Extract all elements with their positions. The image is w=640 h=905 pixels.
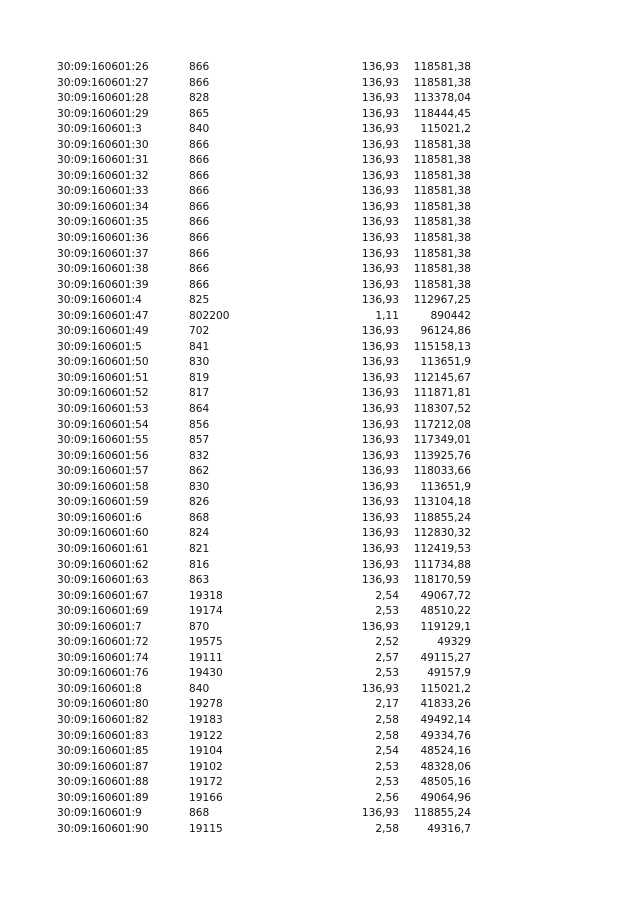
table-row: [0, 511, 640, 527]
value-cell: 49064,96: [420, 791, 471, 804]
area-cell: 817: [189, 387, 210, 400]
rate-cell: 136,93: [361, 682, 399, 695]
rate-cell: 136,93: [361, 107, 399, 120]
data-table: [0, 60, 640, 837]
rate-cell: 136,93: [361, 403, 399, 416]
table-row: [0, 107, 640, 123]
area-cell: 840: [189, 123, 210, 136]
cadastral-number-cell: 30:09:160601:33: [57, 185, 149, 198]
area-cell: 866: [189, 200, 210, 213]
value-cell: 118581,38: [413, 232, 471, 245]
area-cell: 868: [189, 807, 210, 820]
value-cell: 890442: [430, 309, 471, 322]
cadastral-number-cell: 30:09:160601:54: [57, 418, 149, 431]
rate-cell: 136,93: [361, 216, 399, 229]
area-cell: 19122: [189, 729, 223, 742]
cadastral-number-cell: 30:09:160601:60: [57, 527, 149, 540]
value-cell: 118033,66: [413, 465, 471, 478]
area-cell: 866: [189, 232, 210, 245]
rate-cell: 136,93: [361, 325, 399, 338]
cadastral-number-cell: 30:09:160601:32: [57, 169, 149, 182]
area-cell: 816: [189, 558, 210, 571]
value-cell: 49115,27: [420, 651, 471, 664]
table-row: [0, 340, 640, 356]
table-row: [0, 806, 640, 822]
table-row: [0, 589, 640, 605]
cadastral-number-cell: 30:09:160601:50: [57, 356, 149, 369]
rate-cell: 136,93: [361, 558, 399, 571]
area-cell: 866: [189, 247, 210, 260]
rate-cell: 136,93: [361, 76, 399, 89]
value-cell: 118581,38: [413, 263, 471, 276]
table-row: [0, 91, 640, 107]
table-row: [0, 60, 640, 76]
value-cell: 118581,38: [413, 169, 471, 182]
cadastral-number-cell: 30:09:160601:52: [57, 387, 149, 400]
value-cell: 111734,88: [413, 558, 471, 571]
cadastral-number-cell: 30:09:160601:89: [57, 791, 149, 804]
cadastral-number-cell: 30:09:160601:28: [57, 92, 149, 105]
rate-cell: 2,53: [375, 776, 399, 789]
cadastral-number-cell: 30:09:160601:56: [57, 449, 149, 462]
value-cell: 113651,9: [420, 480, 471, 493]
area-cell: 19115: [189, 822, 223, 835]
value-cell: 41833,26: [420, 698, 471, 711]
cadastral-number-cell: 30:09:160601:57: [57, 465, 149, 478]
rate-cell: 2,54: [375, 589, 399, 602]
rate-cell: 2,57: [375, 651, 399, 664]
area-cell: 19278: [189, 698, 223, 711]
value-cell: 48510,22: [420, 605, 471, 618]
rate-cell: 136,93: [361, 61, 399, 73]
cadastral-number-cell: 30:09:160601:31: [57, 154, 149, 167]
value-cell: 48328,06: [420, 760, 471, 773]
rate-cell: 136,93: [361, 169, 399, 182]
table-row: [0, 418, 640, 434]
value-cell: 118581,38: [413, 247, 471, 260]
area-cell: 870: [189, 620, 210, 633]
area-cell: 19166: [189, 791, 223, 804]
cadastral-number-cell: 30:09:160601:37: [57, 247, 149, 260]
area-cell: 824: [189, 527, 210, 540]
table-row: [0, 760, 640, 776]
area-cell: 19575: [189, 636, 223, 649]
cadastral-number-cell: 30:09:160601:90: [57, 822, 149, 835]
area-cell: 19430: [189, 667, 223, 680]
cadastral-number-cell: 30:09:160601:26: [57, 61, 149, 73]
rate-cell: 2,17: [375, 698, 399, 711]
cadastral-number-cell: 30:09:160601:82: [57, 713, 149, 726]
value-cell: 118581,38: [413, 76, 471, 89]
rate-cell: 136,93: [361, 185, 399, 198]
cadastral-number-cell: 30:09:160601:55: [57, 434, 149, 447]
cadastral-number-cell: 30:09:160601:72: [57, 636, 149, 649]
value-cell: 118581,38: [413, 185, 471, 198]
table-row: [0, 386, 640, 402]
area-cell: 863: [189, 574, 210, 587]
rate-cell: 2,53: [375, 760, 399, 773]
area-cell: 825: [189, 294, 210, 307]
value-cell: 118444,45: [413, 107, 471, 120]
value-cell: 49067,72: [420, 589, 471, 602]
cadastral-number-cell: 30:09:160601:6: [57, 511, 142, 524]
table-row: [0, 651, 640, 667]
cadastral-number-cell: 30:09:160601:76: [57, 667, 149, 680]
value-cell: 49316,7: [427, 822, 471, 835]
area-cell: 828: [189, 92, 210, 105]
table-row: [0, 480, 640, 496]
cadastral-number-cell: 30:09:160601:47: [57, 309, 149, 322]
cadastral-number-cell: 30:09:160601:35: [57, 216, 149, 229]
area-cell: 840: [189, 682, 210, 695]
table-row: [0, 247, 640, 263]
value-cell: 49157,9: [427, 667, 471, 680]
area-cell: 821: [189, 542, 210, 555]
cadastral-number-cell: 30:09:160601:51: [57, 371, 149, 384]
area-cell: 19318: [189, 589, 223, 602]
rate-cell: 2,53: [375, 605, 399, 618]
rate-cell: 2,52: [375, 636, 399, 649]
rate-cell: 2,58: [375, 713, 399, 726]
area-cell: 866: [189, 169, 210, 182]
table-row: [0, 791, 640, 807]
table-row: [0, 697, 640, 713]
table-row: [0, 293, 640, 309]
rate-cell: 136,93: [361, 542, 399, 555]
rate-cell: 136,93: [361, 449, 399, 462]
rate-cell: 2,58: [375, 822, 399, 835]
rate-cell: 136,93: [361, 92, 399, 105]
value-cell: 118581,38: [413, 200, 471, 213]
area-cell: 856: [189, 418, 210, 431]
value-cell: 118307,52: [413, 403, 471, 416]
table-row: [0, 495, 640, 511]
rate-cell: 136,93: [361, 465, 399, 478]
table-row: [0, 526, 640, 542]
table-row: [0, 558, 640, 574]
table-row: [0, 729, 640, 745]
area-cell: 866: [189, 61, 210, 73]
area-cell: 802200: [189, 309, 230, 322]
area-cell: 830: [189, 356, 210, 369]
rate-cell: 136,93: [361, 340, 399, 353]
table-row: [0, 184, 640, 200]
rate-cell: 136,93: [361, 356, 399, 369]
area-cell: 832: [189, 449, 210, 462]
cadastral-number-cell: 30:09:160601:9: [57, 807, 142, 820]
cadastral-number-cell: 30:09:160601:67: [57, 589, 149, 602]
area-cell: 864: [189, 403, 210, 416]
rate-cell: 136,93: [361, 294, 399, 307]
value-cell: 113925,76: [413, 449, 471, 462]
table-row: [0, 122, 640, 138]
value-cell: 112967,25: [413, 294, 471, 307]
cadastral-number-cell: 30:09:160601:83: [57, 729, 149, 742]
table-row: [0, 542, 640, 558]
rate-cell: 136,93: [361, 480, 399, 493]
area-cell: 19104: [189, 745, 223, 758]
table-row: [0, 262, 640, 278]
area-cell: 19111: [189, 651, 223, 664]
area-cell: 866: [189, 278, 210, 291]
rate-cell: 136,93: [361, 527, 399, 540]
cadastral-number-cell: 30:09:160601:36: [57, 232, 149, 245]
value-cell: 49329: [437, 636, 471, 649]
cadastral-number-cell: 30:09:160601:80: [57, 698, 149, 711]
cadastral-number-cell: 30:09:160601:38: [57, 263, 149, 276]
value-cell: 118855,24: [413, 807, 471, 820]
area-cell: 866: [189, 185, 210, 198]
table-row: [0, 433, 640, 449]
table-row: [0, 822, 640, 838]
cadastral-number-cell: 30:09:160601:34: [57, 200, 149, 213]
cadastral-number-cell: 30:09:160601:69: [57, 605, 149, 618]
value-cell: 118581,38: [413, 278, 471, 291]
rate-cell: 136,93: [361, 263, 399, 276]
value-cell: 96124,86: [420, 325, 471, 338]
cadastral-number-cell: 30:09:160601:59: [57, 496, 149, 509]
rate-cell: 136,93: [361, 138, 399, 151]
value-cell: 115158,13: [413, 340, 471, 353]
rate-cell: 136,93: [361, 511, 399, 524]
cadastral-number-cell: 30:09:160601:53: [57, 403, 149, 416]
rate-cell: 136,93: [361, 278, 399, 291]
table-row: [0, 635, 640, 651]
area-cell: 702: [189, 325, 210, 338]
rate-cell: 1,11: [375, 309, 399, 322]
cadastral-number-cell: 30:09:160601:58: [57, 480, 149, 493]
table-row: [0, 169, 640, 185]
area-cell: 865: [189, 107, 210, 120]
table-row: [0, 215, 640, 231]
table-row: [0, 713, 640, 729]
area-cell: 19102: [189, 760, 223, 773]
value-cell: 118855,24: [413, 511, 471, 524]
table-row: [0, 682, 640, 698]
rate-cell: 2,58: [375, 729, 399, 742]
value-cell: 115021,2: [420, 123, 471, 136]
table-row: [0, 775, 640, 791]
value-cell: 112830,32: [413, 527, 471, 540]
area-cell: 862: [189, 465, 210, 478]
table-row: [0, 278, 640, 294]
table-row: [0, 200, 640, 216]
cadastral-number-cell: 30:09:160601:62: [57, 558, 149, 571]
value-cell: 117349,01: [413, 434, 471, 447]
value-cell: 48505,16: [420, 776, 471, 789]
area-cell: 19172: [189, 776, 223, 789]
table-row: [0, 76, 640, 92]
table-row: [0, 355, 640, 371]
value-cell: 111871,81: [413, 387, 471, 400]
area-cell: 866: [189, 76, 210, 89]
table-row: [0, 309, 640, 325]
rate-cell: 2,54: [375, 745, 399, 758]
value-cell: 118581,38: [413, 154, 471, 167]
value-cell: 119129,1: [420, 620, 471, 633]
rate-cell: 136,93: [361, 434, 399, 447]
value-cell: 112145,67: [413, 371, 471, 384]
cadastral-number-cell: 30:09:160601:87: [57, 760, 149, 773]
area-cell: 866: [189, 138, 210, 151]
table-row: [0, 449, 640, 465]
cadastral-number-cell: 30:09:160601:39: [57, 278, 149, 291]
table-row: [0, 153, 640, 169]
value-cell: 118581,38: [413, 61, 471, 73]
area-cell: 866: [189, 263, 210, 276]
rate-cell: 136,93: [361, 371, 399, 384]
rate-cell: 136,93: [361, 247, 399, 260]
value-cell: 113651,9: [420, 356, 471, 369]
cadastral-number-cell: 30:09:160601:85: [57, 745, 149, 758]
value-cell: 115021,2: [420, 682, 471, 695]
table-row: [0, 324, 640, 340]
area-cell: 841: [189, 340, 210, 353]
rate-cell: 136,93: [361, 418, 399, 431]
table-row: [0, 371, 640, 387]
rate-cell: 136,93: [361, 496, 399, 509]
table-row: [0, 604, 640, 620]
area-cell: 19183: [189, 713, 223, 726]
table-row: [0, 744, 640, 760]
rate-cell: 136,93: [361, 387, 399, 400]
area-cell: 868: [189, 511, 210, 524]
value-cell: 117212,08: [413, 418, 471, 431]
area-cell: 857: [189, 434, 210, 447]
rate-cell: 136,93: [361, 200, 399, 213]
rate-cell: 2,53: [375, 667, 399, 680]
table-row: [0, 620, 640, 636]
cadastral-number-cell: 30:09:160601:61: [57, 542, 149, 555]
table-row: [0, 402, 640, 418]
table-row: [0, 464, 640, 480]
cadastral-number-cell: 30:09:160601:29: [57, 107, 149, 120]
cadastral-number-cell: 30:09:160601:4: [57, 294, 142, 307]
area-cell: 866: [189, 154, 210, 167]
cadastral-number-cell: 30:09:160601:27: [57, 76, 149, 89]
rate-cell: 136,93: [361, 574, 399, 587]
rate-cell: 2,56: [375, 791, 399, 804]
table-row: [0, 573, 640, 589]
table-row: [0, 666, 640, 682]
value-cell: 113378,04: [413, 92, 471, 105]
rate-cell: 136,93: [361, 123, 399, 136]
value-cell: 49334,76: [420, 729, 471, 742]
value-cell: 48524,16: [420, 745, 471, 758]
cadastral-number-cell: 30:09:160601:63: [57, 574, 149, 587]
table-row: [0, 138, 640, 154]
area-cell: 819: [189, 371, 210, 384]
rate-cell: 136,93: [361, 154, 399, 167]
area-cell: 866: [189, 216, 210, 229]
rate-cell: 136,93: [361, 620, 399, 633]
cadastral-number-cell: 30:09:160601:49: [57, 325, 149, 338]
value-cell: 113104,18: [413, 496, 471, 509]
area-cell: 19174: [189, 605, 223, 618]
rate-cell: 136,93: [361, 232, 399, 245]
value-cell: 118581,38: [413, 138, 471, 151]
area-cell: 826: [189, 496, 210, 509]
cadastral-number-cell: 30:09:160601:74: [57, 651, 149, 664]
value-cell: 112419,53: [413, 542, 471, 555]
rate-cell: 136,93: [361, 807, 399, 820]
cadastral-number-cell: 30:09:160601:7: [57, 620, 142, 633]
area-cell: 830: [189, 480, 210, 493]
cadastral-number-cell: 30:09:160601:30: [57, 138, 149, 151]
cadastral-number-cell: 30:09:160601:8: [57, 682, 142, 695]
table-row: [0, 231, 640, 247]
value-cell: 118581,38: [413, 216, 471, 229]
value-cell: 49492,14: [420, 713, 471, 726]
cadastral-number-cell: 30:09:160601:88: [57, 776, 149, 789]
cadastral-number-cell: 30:09:160601:3: [57, 123, 142, 136]
value-cell: 118170,59: [413, 574, 471, 587]
cadastral-number-cell: 30:09:160601:5: [57, 340, 142, 353]
